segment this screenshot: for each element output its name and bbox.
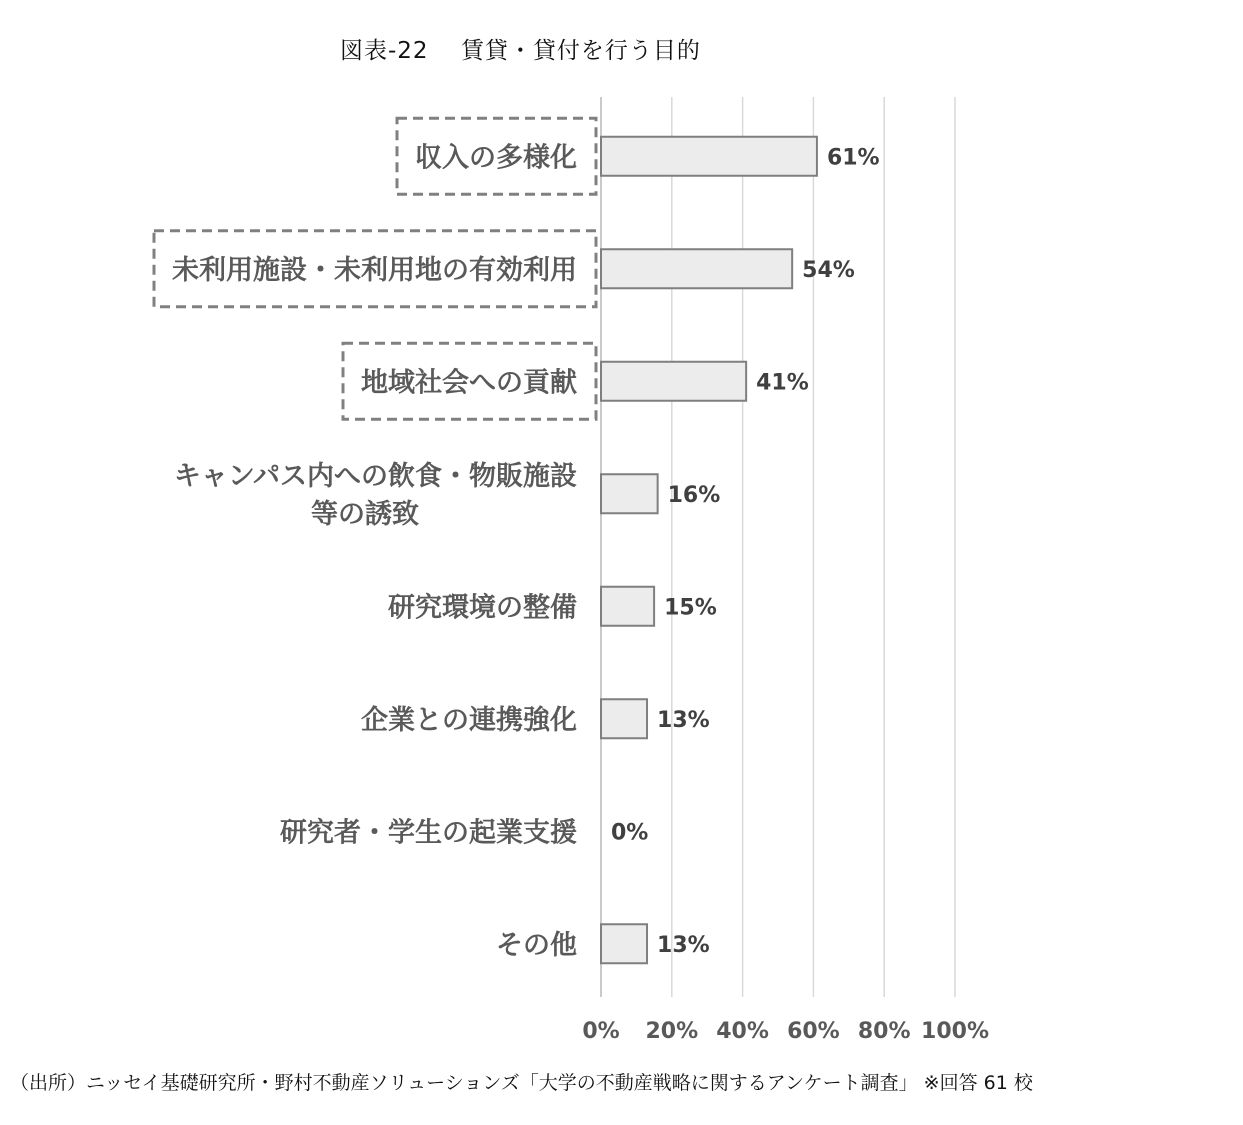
category-label-line: 地域社会への貢献 — [361, 367, 577, 399]
category-label — [361, 367, 577, 398]
data-label: 41% — [756, 370, 809, 396]
category-label-line: 収入の多様化 — [415, 142, 577, 174]
x-tick-labels — [582, 1019, 989, 1044]
bar — [601, 474, 658, 513]
data-label: 0% — [611, 820, 649, 846]
x-tick-label: 20% — [645, 1019, 699, 1044]
bar — [601, 362, 746, 401]
x-tick-label: 80% — [857, 1019, 911, 1044]
category-label-line: 未利用施設・未利用地の有効利用 — [172, 254, 577, 286]
category-label-line: 等の誘致 — [311, 498, 419, 530]
category-labels — [172, 141, 577, 961]
data-label: 13% — [657, 932, 710, 958]
bar — [601, 699, 647, 738]
data-label: 61% — [826, 145, 880, 171]
category-label-line: その他 — [496, 929, 577, 961]
category-label — [174, 461, 577, 530]
gridlines — [601, 97, 955, 997]
data-label: 13% — [657, 707, 710, 733]
bar — [601, 587, 654, 626]
category-label — [280, 816, 577, 848]
data-label: 16% — [667, 482, 721, 508]
data-label: 54% — [802, 257, 855, 283]
x-tick-label: 60% — [787, 1019, 840, 1044]
bar — [601, 137, 817, 176]
category-label — [172, 254, 577, 286]
category-label — [496, 930, 577, 961]
bar — [601, 924, 647, 963]
x-tick-label: 40% — [716, 1019, 769, 1044]
category-label — [415, 141, 577, 173]
category-label-line: 企業との連携強化 — [361, 704, 577, 736]
chart-title: 図表-22 賃貸・貸付を行う目的 — [340, 38, 701, 64]
data-label: 15% — [664, 595, 717, 621]
category-label-line: 研究環境の整備 — [388, 592, 577, 624]
category-label-line: 研究者・学生の起業支援 — [280, 817, 577, 849]
category-label — [361, 704, 577, 736]
x-tick-label: 0% — [582, 1019, 620, 1044]
source-note: （出所）ニッセイ基礎研究所・野村不動産ソリューションズ「大学の不動産戦略に関するアンケート調査」 ※回答 61 校 — [10, 1072, 1033, 1094]
category-label — [388, 591, 577, 623]
bar — [601, 249, 792, 288]
x-tick-label: 100% — [921, 1019, 989, 1044]
category-label-line: キャンパス内への飲食・物販施設 — [173, 460, 577, 492]
